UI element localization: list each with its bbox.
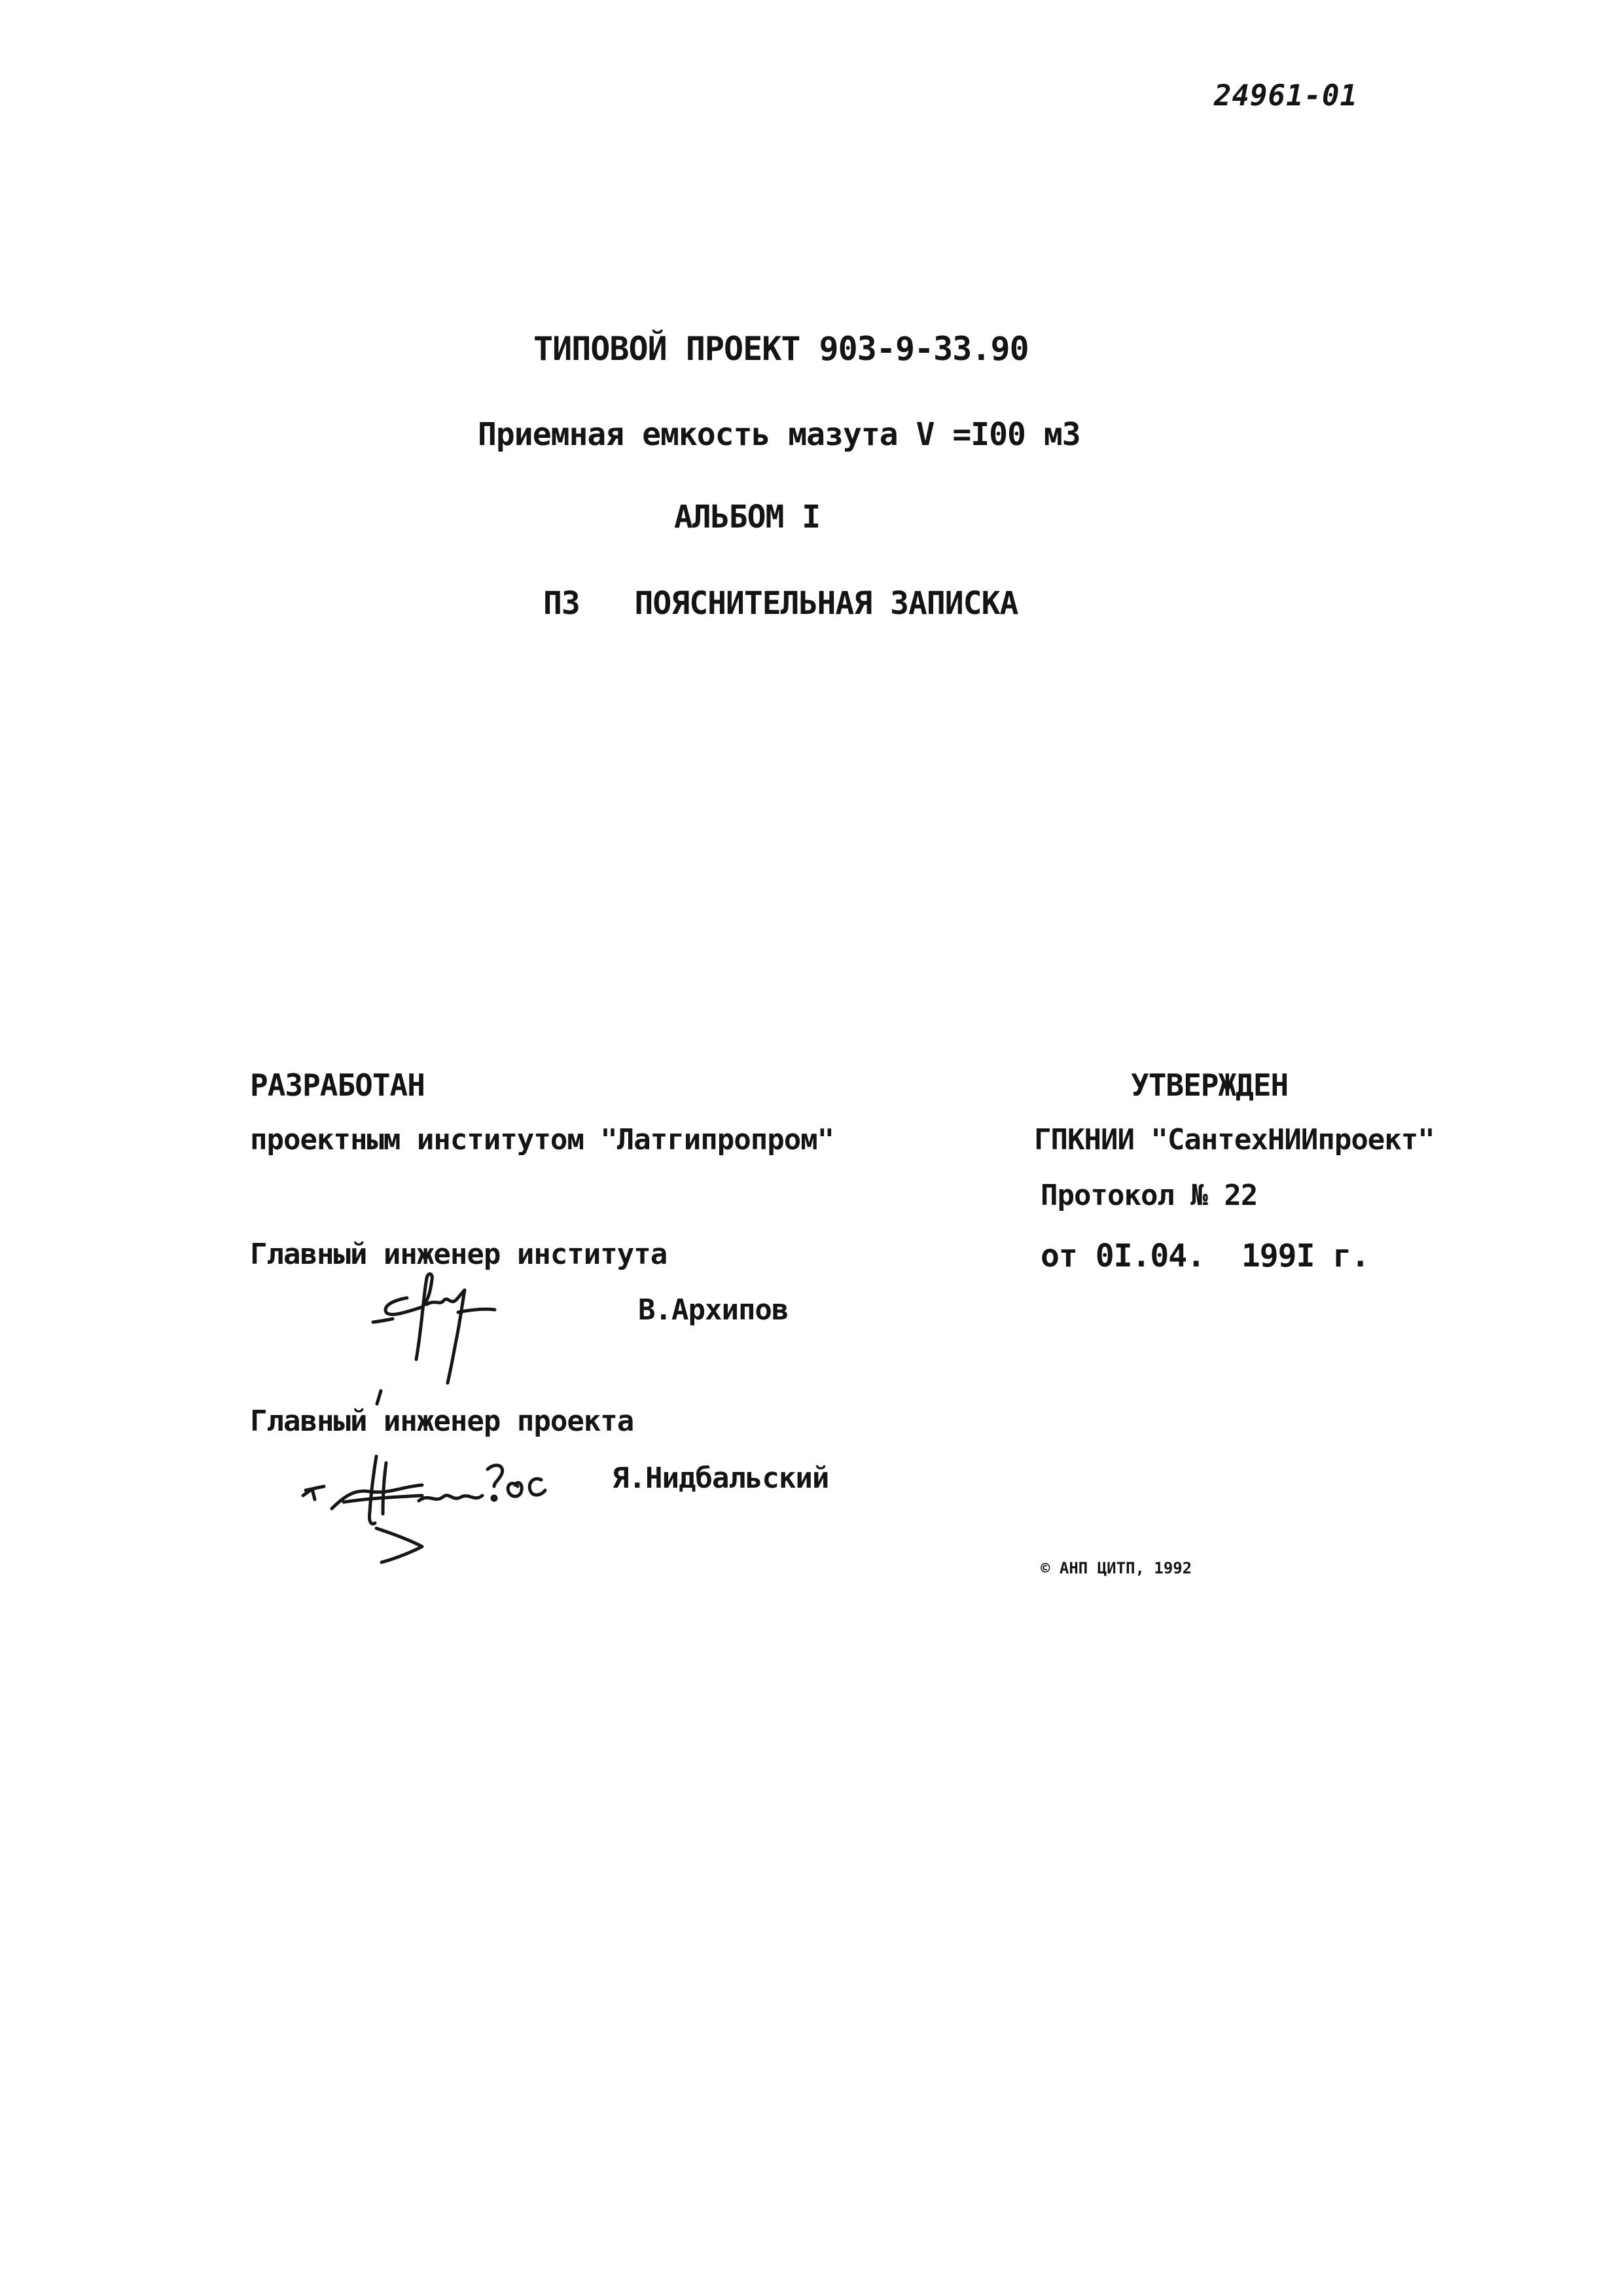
project-subtitle: Приемная емкость мазута V =I00 м3 bbox=[478, 416, 1080, 453]
approval-organization: ГПКНИИ "СантехНИИпроект" bbox=[1034, 1123, 1435, 1157]
signature-nidbalsky-icon bbox=[298, 1443, 625, 1574]
section-title: ПЗ ПОЯСНИТЕЛЬНАЯ ЗАПИСКА bbox=[543, 585, 1018, 622]
project-title: ТИПОВОЙ ПРОЕКТ 903-9-33.90 bbox=[533, 330, 1029, 368]
chief-engineer-project-name: Я.Нидбальский bbox=[612, 1462, 829, 1495]
developer-organization: проектным институтом "Латгипропром" bbox=[250, 1123, 834, 1157]
document-number: 24961-01 bbox=[1214, 79, 1358, 113]
chief-engineer-project-label: Главный инженер проекта bbox=[250, 1405, 634, 1438]
developer-heading: РАЗРАБОТАН bbox=[250, 1067, 425, 1103]
approval-date: от 0I.04. 199I г. bbox=[1041, 1238, 1370, 1274]
signature-arkhipov-icon bbox=[366, 1266, 537, 1410]
copyright-notice: © АНП ЦИТП, 1992 bbox=[1041, 1559, 1192, 1577]
chief-engineer-institute-name: В.Архипов bbox=[638, 1293, 789, 1327]
chief-engineer-institute-label: Главный инженер института bbox=[250, 1238, 668, 1271]
approval-heading: УТВЕРЖДЕН bbox=[1131, 1067, 1289, 1103]
album-label: АЛЬБОМ I bbox=[674, 499, 821, 535]
approval-protocol: Протокол № 22 bbox=[1041, 1179, 1258, 1212]
